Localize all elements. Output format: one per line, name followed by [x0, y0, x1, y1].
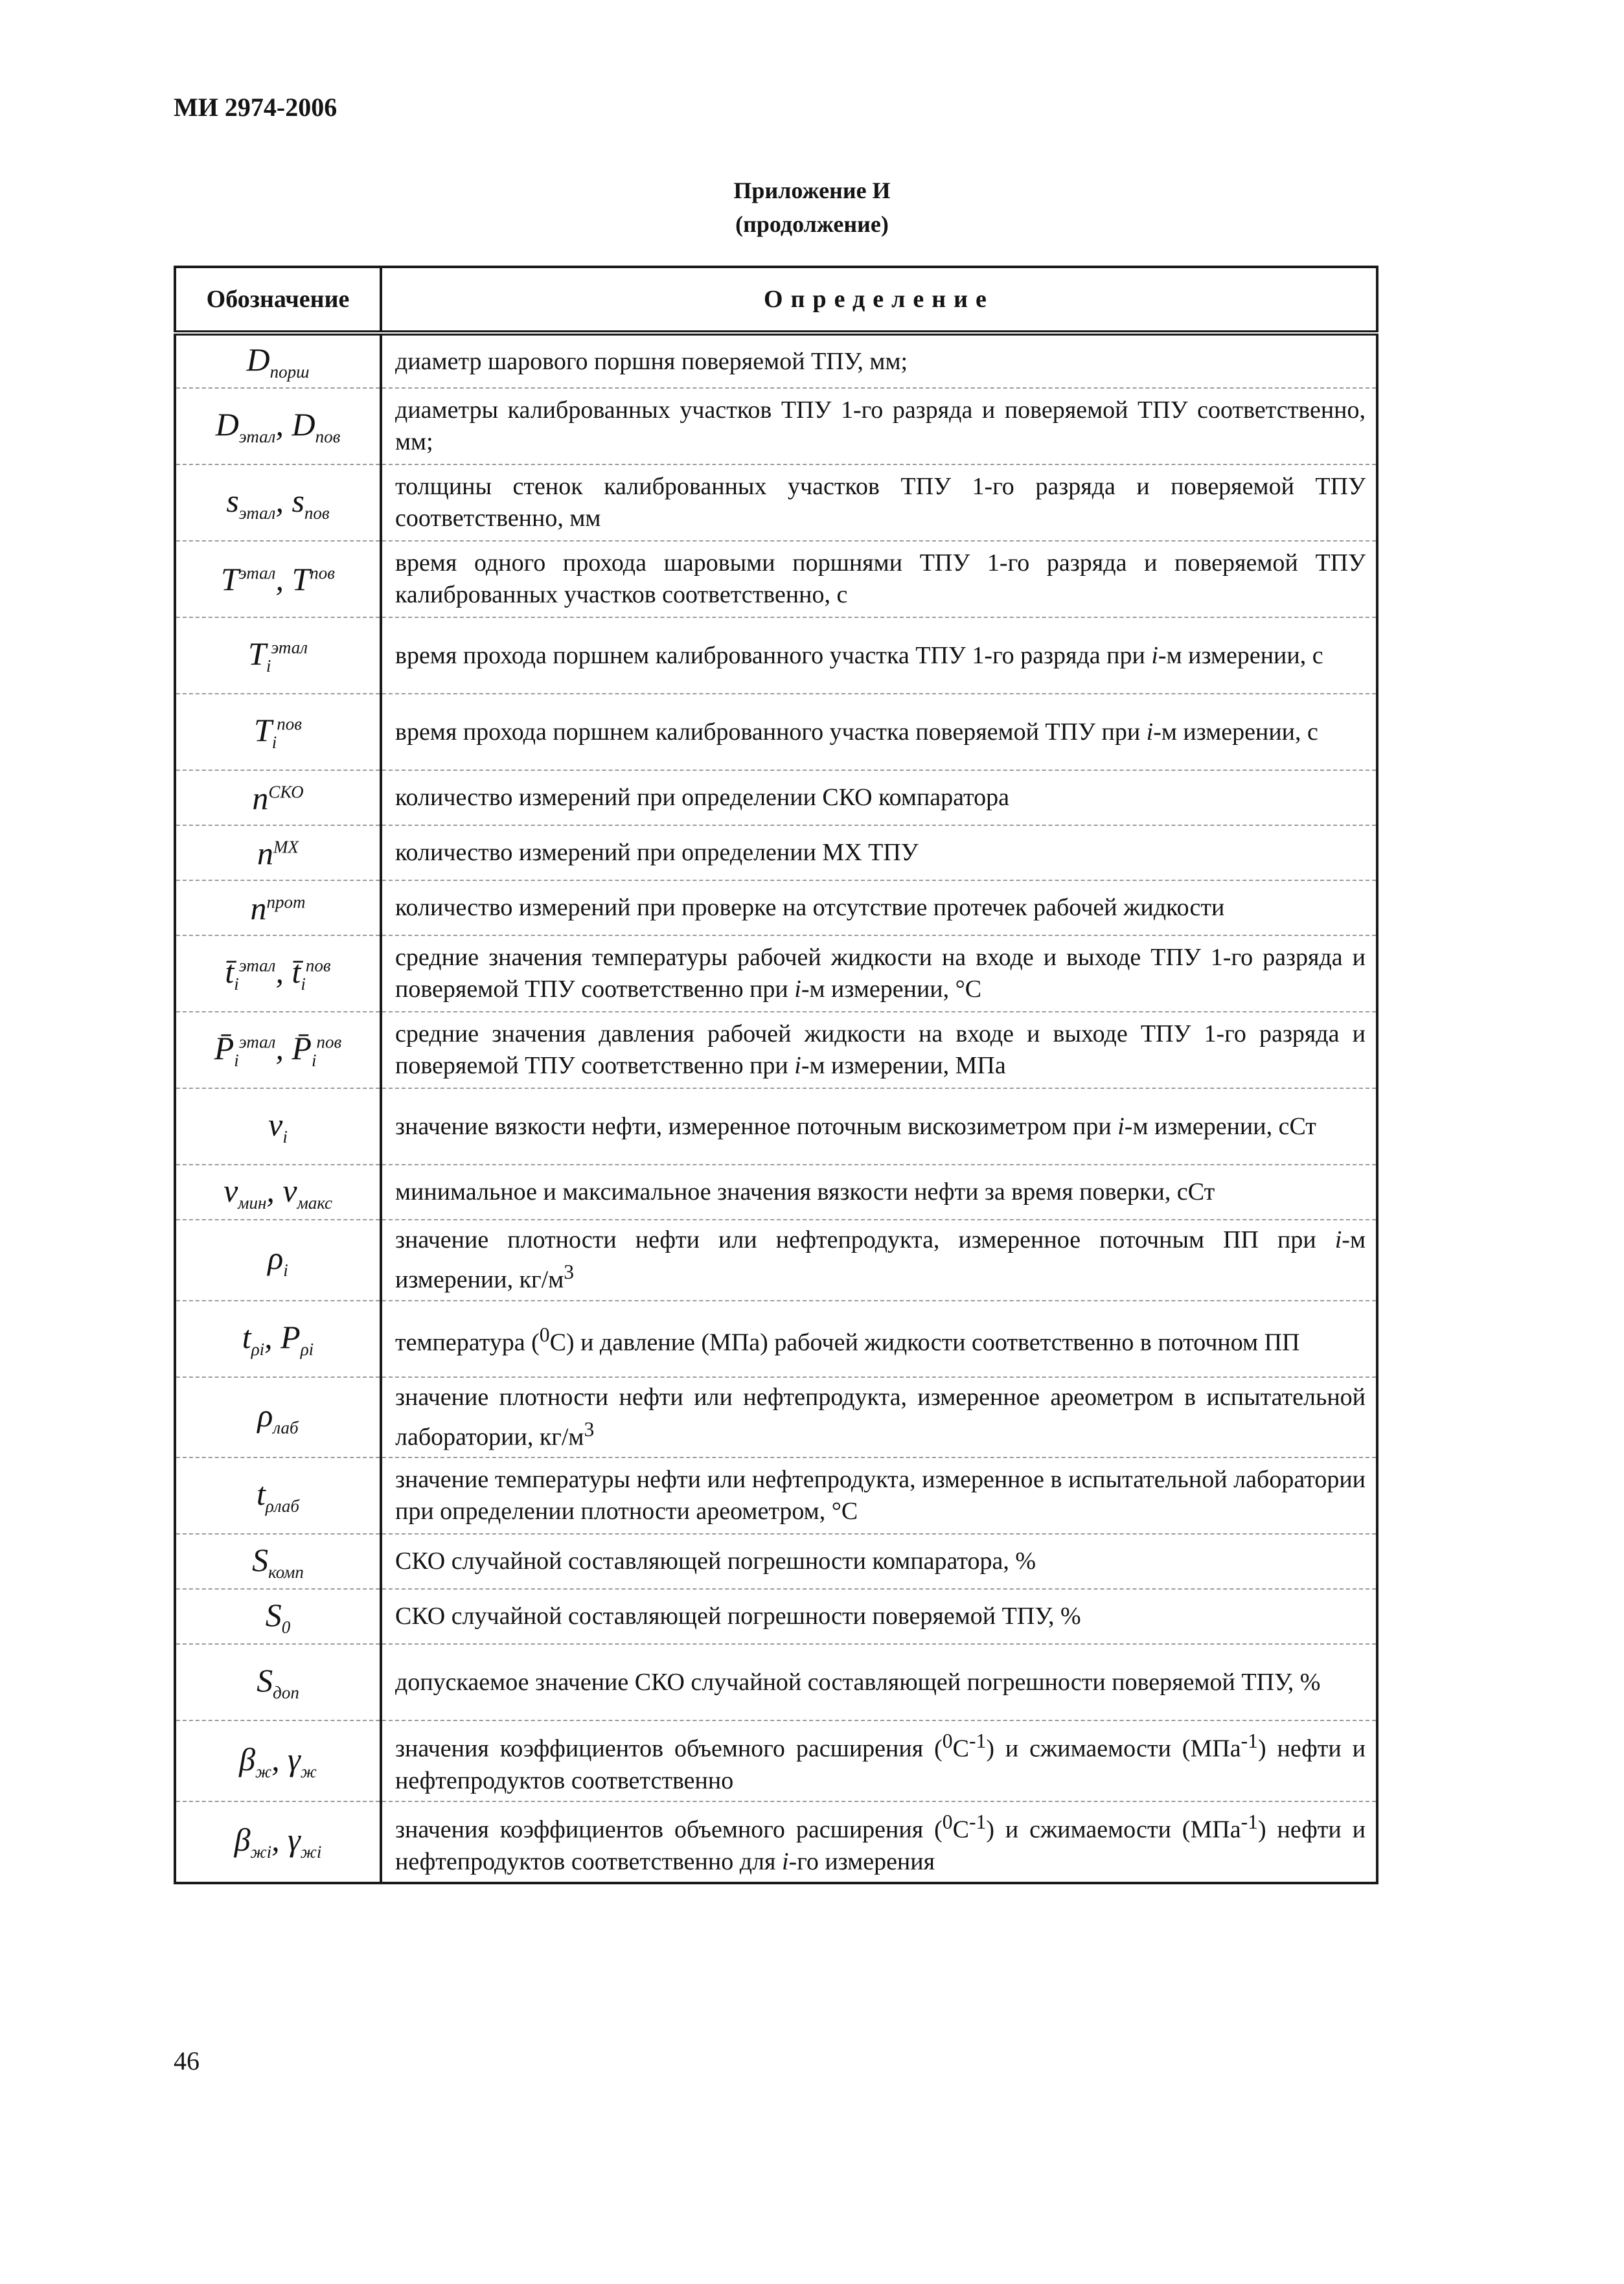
definition-cell: время одного прохода шаровыми поршнями ТПУ 1-го разряда и поверяемой ТПУ калиброванных участков соответственно, с — [381, 541, 1377, 617]
definition-cell: значения коэффициентов объемного расширения $(^0С^{-1})$ и сжимаемости (МПа$^{-1}$) нефти и нефтепродуктов соответственно — [381, 1720, 1377, 1801]
definition-cell: минимальное и максимальное значения вязкости нефти за время поверки, сСт — [381, 1165, 1377, 1220]
definition-cell: количество измерений при определении МХ ТПУ — [381, 825, 1377, 880]
table-row — [175, 1457, 1377, 1534]
definition-cell: диаметр шарового поршня поверяемой ТПУ, мм; — [381, 333, 1377, 388]
symbol-cell: $S_{доп}$ — [175, 1644, 381, 1720]
symbol-cell: $\beta_ж$, $\gamma_ж$ — [175, 1720, 381, 1801]
symbol-cell: $n^{прот}$ — [175, 880, 381, 935]
definition-cell: значение температуры нефти или нефтепродукта, измеренное в испытательной лаборатории при определении плотности ареометром, °С — [381, 1457, 1377, 1534]
table-row — [175, 333, 1377, 388]
appendix-subtitle: (продолжение) — [735, 211, 889, 237]
appendix-title: Приложение И — [733, 177, 891, 203]
definition-cell: средние значения давления рабочей жидкости на входе и выходе ТПУ 1-го разряда и поверяемой ТПУ соответственно при i-м измерении, МПа — [381, 1012, 1377, 1088]
symbol-cell: $n^{СКО}$ — [175, 770, 381, 825]
symbol-cell: $S_{комп}$ — [175, 1534, 381, 1589]
definition-cell: толщины стенок калиброванных участков ТПУ 1-го разряда и поверяемой ТПУ соответственно, мм — [381, 464, 1377, 541]
definition-cell: значение вязкости нефти, измеренное поточным вискозиметром при i-м измерении, сСт — [381, 1088, 1377, 1165]
appendix-heading — [0, 174, 1624, 241]
symbol-cell: $\nu_{мин}$, $\nu_{макс}$ — [175, 1165, 381, 1220]
definitions-table — [174, 266, 1378, 1884]
definition-cell: количество измерений при определении СКО компаратора — [381, 770, 1377, 825]
table-row — [175, 1301, 1377, 1377]
symbol-cell: $T_i^{пов}$ — [175, 694, 381, 770]
table-header-row — [175, 267, 1377, 333]
definition-cell: средние значения температуры рабочей жидкости на входе и выходе ТПУ 1-го разряда и поверяемой ТПУ соответственно при i-м измерении, °С — [381, 935, 1377, 1012]
column-header-symbol: Обозначение — [175, 267, 381, 333]
symbol-cell: $s_{этал}$, $s_{пов}$ — [175, 464, 381, 541]
symbol-cell: $t_{\rho лаб}$ — [175, 1457, 381, 1534]
table-body — [175, 333, 1377, 1883]
definition-cell: значение плотности нефти или нефтепродукта, измеренное поточным ПП при i-м измерении, $кг/м^3$ — [381, 1220, 1377, 1301]
symbol-cell: $\beta_{жi}$, $\gamma_{жi}$ — [175, 1801, 381, 1883]
symbol-cell: $\rho_i$ — [175, 1220, 381, 1301]
table-row — [175, 388, 1377, 464]
table-row — [175, 825, 1377, 880]
table-row — [175, 935, 1377, 1012]
symbol-cell: $D_{этал}$, $D_{пов}$ — [175, 388, 381, 464]
table-row — [175, 617, 1377, 694]
symbol-cell: $D_{порш}$ — [175, 333, 381, 388]
definition-cell: значения коэффициентов объемного расширения $(^0С^{-1})$ и сжимаемости (МПа$^{-1}$) нефти и нефтепродуктов соответственно для i-го измерения — [381, 1801, 1377, 1883]
table-row — [175, 1165, 1377, 1220]
table-row — [175, 1589, 1377, 1644]
definition-cell: значение плотности нефти или нефтепродукта, измеренное ареометром в испытательной лаборатории, $кг/м^3$ — [381, 1377, 1377, 1458]
document-code: МИ 2974-2006 — [174, 93, 337, 122]
table-row — [175, 464, 1377, 541]
table-row — [175, 1377, 1377, 1458]
table-row — [175, 694, 1377, 770]
definition-cell: температура ($^0$С) и давление (МПа) рабочей жидкости соответственно в поточном ПП — [381, 1301, 1377, 1377]
symbol-cell: $t̄_i^{этал}$, $t̄_i^{пов}$ — [175, 935, 381, 1012]
table-row — [175, 770, 1377, 825]
page-number: 46 — [174, 2046, 200, 2075]
definition-cell: диаметры калиброванных участков ТПУ 1-го разряда и поверяемой ТПУ соответственно, мм; — [381, 388, 1377, 464]
definition-cell: допускаемое значение СКО случайной составляющей погрешности поверяемой ТПУ, % — [381, 1644, 1377, 1720]
symbol-cell: $T_i^{этал}$ — [175, 617, 381, 694]
column-header-definition: Определение — [381, 267, 1377, 333]
symbol-cell: $T^{этал}$, $T^{пов}$ — [175, 541, 381, 617]
definition-cell: время прохода поршнем калиброванного участка поверяемой ТПУ при i-м измерении, с — [381, 694, 1377, 770]
table-row — [175, 1534, 1377, 1589]
symbol-cell: $t_{\rho i}$, $P_{\rho i}$ — [175, 1301, 381, 1377]
symbol-cell: $P̄_i^{этал}$, $P̄_i^{пов}$ — [175, 1012, 381, 1088]
table-row — [175, 1220, 1377, 1301]
definition-cell: количество измерений при проверке на отсутствие протечек рабочей жидкости — [381, 880, 1377, 935]
table-row — [175, 1012, 1377, 1088]
table-row — [175, 880, 1377, 935]
symbol-cell: $\rho_{лаб}$ — [175, 1377, 381, 1458]
definition-cell: время прохода поршнем калиброванного участка ТПУ 1-го разряда при i-м измерении, с — [381, 617, 1377, 694]
table-row — [175, 541, 1377, 617]
symbol-cell: $\nu_i$ — [175, 1088, 381, 1165]
symbol-cell: $S_0$ — [175, 1589, 381, 1644]
table-row — [175, 1088, 1377, 1165]
table-row — [175, 1801, 1377, 1883]
definition-cell: СКО случайной составляющей погрешности поверяемой ТПУ, % — [381, 1589, 1377, 1644]
table-row — [175, 1720, 1377, 1801]
table-row — [175, 1644, 1377, 1720]
definition-cell: СКО случайной составляющей погрешности компаратора, % — [381, 1534, 1377, 1589]
symbol-cell: $n^{МХ}$ — [175, 825, 381, 880]
